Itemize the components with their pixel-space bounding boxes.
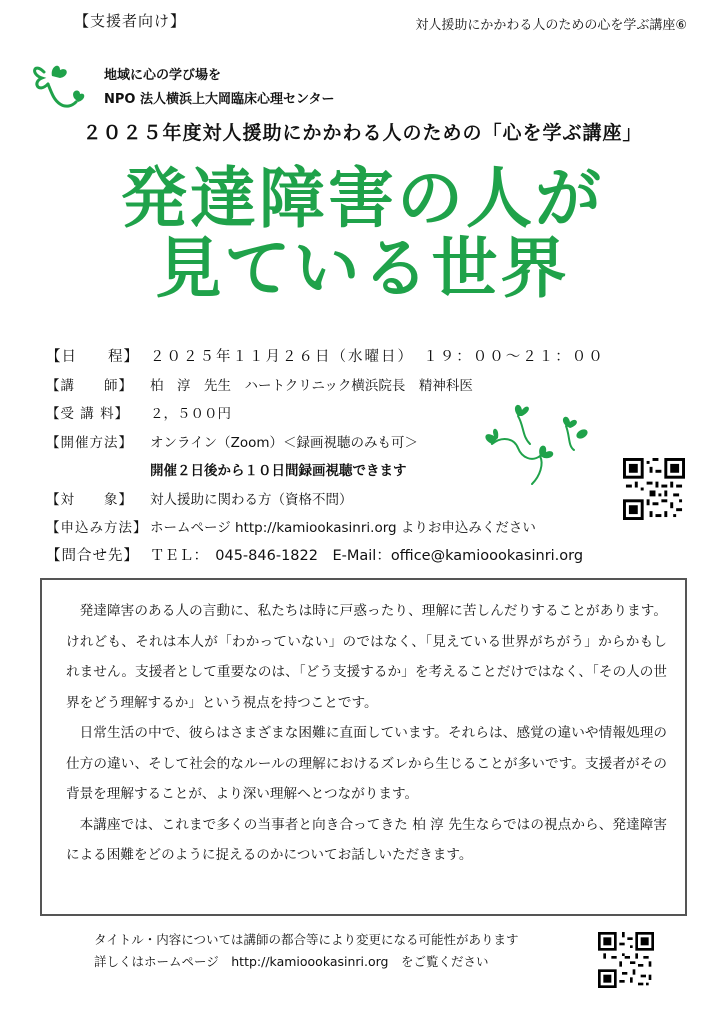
- apply-label: 【申込み方法】: [46, 520, 148, 536]
- main-title-line-2: 見ている世界: [155, 230, 570, 307]
- date-value: ２０２５年１１月２６日（水曜日） １９：００～２１：００: [150, 349, 605, 365]
- fee-value: ２，５００円: [150, 406, 231, 422]
- info-method: [46, 431, 418, 451]
- description-paragraph: 発達障害のある人の言動に、私たちは時に戸惑ったり、理解に苦しんだりすることがあります。けれども、それは本人が「わかっていない」のではなく、「見えている世界がちがう」からかもしれません。支援者として重要なのは、「どう支援するか」を考えることだけではなく、「その人の世界をどう理解するか」という視点を持つことです。: [66, 603, 667, 711]
- audience-tag: 【支援者向け】: [74, 12, 187, 30]
- lecturer-value: 柏 淳 先生 ハートクリニック横浜院長 精神科医: [150, 378, 473, 394]
- headline: ２０２５年度対人援助にかかわる人のための「心を学ぶ講座」: [82, 122, 643, 144]
- info-date: [46, 345, 605, 366]
- footer-note-2: 詳しくはホームページ http://kamioookasinri.org をご覧ください: [94, 954, 489, 969]
- lecturer-label: 【講 師】: [46, 378, 133, 394]
- info-fee: [46, 402, 231, 422]
- method-note: 開催２日後から１０日間録画視聴できます: [150, 463, 407, 479]
- footer-note-1: タイトル・内容については講師の都合等により変更になる可能性があります: [94, 932, 519, 947]
- description-box: [40, 578, 687, 916]
- qr-code-icon[interactable]: [598, 932, 654, 988]
- info-contact: [46, 544, 583, 565]
- description-paragraph: 本講座では、これまで多くの当事者と向き合ってきた 柏 淳 先生ならではの視点から、発達障害による困難をどのように捉えるのかについてお話しいただきます。: [66, 816, 667, 863]
- info-apply: [46, 516, 536, 536]
- series-title: 対人援助にかかわる人のための心を学ぶ講座⑥: [415, 18, 687, 33]
- info-lecturer: [46, 374, 473, 394]
- method-value: オンライン（Zoom）＜録画視聴のみも可＞: [150, 435, 419, 451]
- contact-label: 【問合せ先】: [46, 548, 139, 564]
- main-title-line-1: 発達障害の人が: [121, 160, 604, 237]
- org-tagline: 地域に心の学び場を: [104, 68, 222, 83]
- date-label: 【日 程】: [46, 349, 139, 365]
- target-label: 【対 象】: [46, 492, 133, 508]
- description-paragraph: 日常生活の中で、彼らはさまざまな困難に直面しています。それらは、感覚の違いや情報処理の仕方の違い、そして社会的なルールの理解におけるズレから生じることが多いです。支援者がその背景を理解することが、より深い理解へとつながります。: [66, 725, 667, 802]
- target-value: 対人援助に関わる方（資格不問）: [150, 492, 353, 508]
- contact-value[interactable]: ＴＥＬ： 045-846-1822 E-Mail：office@kamioookasinri.org: [150, 548, 584, 564]
- method-label: 【開催方法】: [46, 435, 133, 451]
- sprouts-illustration-icon: [478, 396, 604, 488]
- fee-label: 【受 講 料】: [46, 406, 130, 422]
- info-target: [46, 488, 353, 508]
- qr-code-icon[interactable]: [623, 458, 685, 520]
- org-name: NPO 法人横浜上大岡臨床心理センター: [104, 92, 335, 107]
- apply-value[interactable]: ホームページ http://kamiookasinri.org よりお申込みください: [150, 520, 536, 536]
- sprout-logo-icon: [30, 58, 88, 110]
